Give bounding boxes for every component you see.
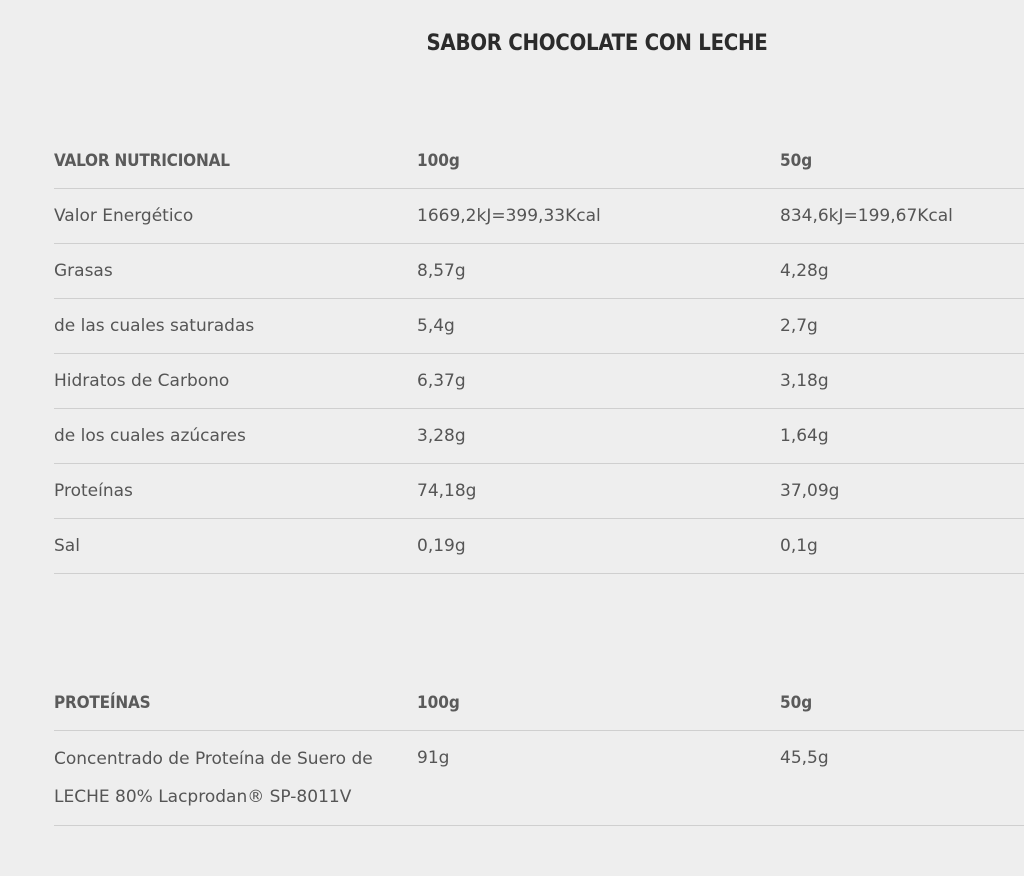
value-50g: 0,1g — [780, 536, 818, 556]
table-row — [54, 244, 1024, 299]
value-50g: 3,18g — [780, 371, 829, 391]
value-50g: 37,09g — [780, 481, 840, 501]
value-100g: 1669,2kJ=399,33Kcal — [417, 206, 601, 226]
table-header — [54, 134, 1024, 189]
value-100g: 5,4g — [417, 316, 455, 336]
value-50g: 834,6kJ=199,67Kcal — [780, 206, 953, 226]
header-cell: 50g — [780, 693, 813, 713]
nutrient-name: Hidratos de Carbono — [54, 371, 230, 391]
table-row — [54, 409, 1024, 464]
ingredient-name: Concentrado de Proteína de Suero de LECHE 80% Lacprodan® SP-8011V — [54, 749, 373, 807]
nutrient-name: Valor Energético — [54, 206, 194, 226]
table-row — [54, 189, 1024, 244]
value-50g: 4,28g — [780, 261, 829, 281]
value-50g: 45,5g — [780, 748, 829, 768]
header-cell: VALOR NUTRICIONAL — [54, 151, 230, 171]
value-100g: 91g — [417, 748, 450, 768]
table-header — [54, 676, 1024, 731]
value-100g: 8,57g — [417, 261, 466, 281]
header-cell: PROTEÍNAS — [54, 693, 151, 713]
table-row — [54, 464, 1024, 519]
value-100g: 74,18g — [417, 481, 477, 501]
table-row — [54, 354, 1024, 409]
nutrient-name: Grasas — [54, 261, 113, 281]
protein-table — [54, 676, 1024, 826]
value-100g: 0,19g — [417, 536, 466, 556]
nutrient-name: Proteínas — [54, 481, 133, 501]
nutrient-name: de las cuales saturadas — [54, 316, 255, 336]
value-50g: 1,64g — [780, 426, 829, 446]
nutrient-name: Sal — [54, 536, 80, 556]
header-cell: 50g — [780, 151, 813, 171]
value-100g: 6,37g — [417, 371, 466, 391]
value-50g: 2,7g — [780, 316, 818, 336]
value-100g: 3,28g — [417, 426, 466, 446]
nutrient-name: de los cuales azúcares — [54, 426, 246, 446]
table-row — [54, 519, 1024, 574]
header-cell: 100g — [417, 693, 460, 713]
table-row — [54, 299, 1024, 354]
page-title: SABOR CHOCOLATE CON LECHE — [426, 31, 768, 56]
nutrition-table — [54, 134, 1024, 574]
header-cell: 100g — [417, 151, 460, 171]
table-row — [54, 731, 1024, 826]
